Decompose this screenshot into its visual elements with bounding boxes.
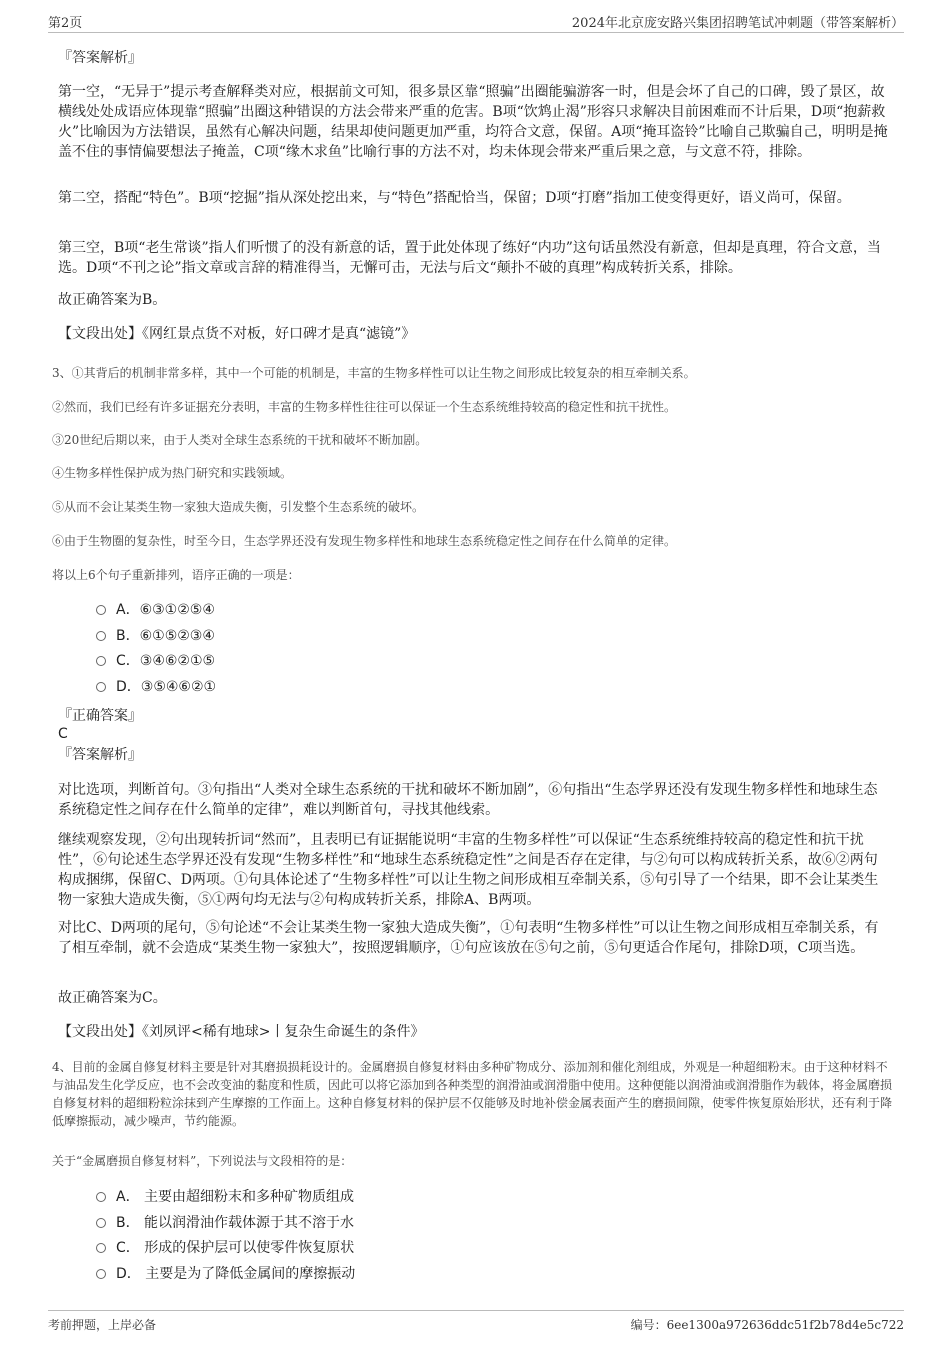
document-title: 2024年北京庞安路兴集团招聘笔试冲刺题（带答案解析） [571,16,904,31]
q3-correct-answer: C [58,726,68,742]
q3-option-c-label: C．③④⑥②①⑤ [116,653,216,669]
q4-passage: 4、目前的金属自修复材料主要是针对其磨损损耗设计的。金属磨损自修复材料由多种矿物成分、添加剂和催化剂组成，外观是一种超细粉末。由于这种材料不与油品发生化学反应，也不会改变油的黏度和性质，因此可以将它添加到各种类型的润滑油或润滑脂中使用。这种便能以润滑油或润滑脂作为载体，将金属磨损自修复材料的超细粉粒涂抹到产生摩擦的工作面上。这种自修复材料的保护层不仅能够及时地补偿金属表面产生的磨损间隙，使零件恢复原始形状，还有利于降低摩擦振动，减少噪声，节约能源。 [52,1060,893,1128]
radio-icon[interactable] [96,656,106,666]
q3-sentence-3: ③20世纪后期以来，由于人类对全球生态系统的干扰和破坏不断加剧。 [52,433,428,447]
q3-option-d[interactable] [96,677,216,697]
radio-icon[interactable] [96,1243,106,1253]
q3-option-b[interactable] [96,626,215,646]
radio-icon[interactable] [96,631,106,641]
q3-sentence-4: ④生物多样性保护成为热门研究和实践领域。 [52,466,293,480]
q4-option-b-label: B． 能以润滑油作载体源于其不溶于水 [116,1215,355,1231]
q2-analysis-p2: 第二空，搭配“特色”。B项“挖掘”指从深处挖出来，与“特色”搭配恰当，保留；D项“打磨”指加工使变得更好，语义尚可，保留。 [58,190,851,206]
q3-option-a-label: A．⑥③①②⑤④ [116,602,215,618]
q3-sentence-6: ⑥由于生物圈的复杂性，时至今日，生态学界还没有发现生物多样性和地球生态系统稳定性之间存在什么简单的定律。 [52,534,677,548]
radio-icon[interactable] [96,1192,106,1202]
radio-icon[interactable] [96,682,106,692]
q3-option-b-label: B．⑥①⑤②③④ [116,628,215,644]
q2-analysis-p1: 第一空，“无异于”提示考查解释类对应，根据前文可知，很多景区靠“照骗”出圈能骗游客一时，但是会坏了自己的口碑，毁了景区，故横线处处成语应体现靠“照骗”出圈这种错误的方法会带来严重的危害。B项“饮鸩止渴”形容只求解决目前困难而不计后果，D项“抱薪救火”比喻因为方法错误，虽然有心解决问题，结果却使问题更加严重，均符合文意，保留。A项“掩耳盗铃”比喻自己欺骗自己，明明是掩盖不住的事情偏要想法子掩盖，C项“缘木求鱼”比喻行事的方法不对，均未体现会带来严重后果之意，与文意不符，排除。 [58,84,888,160]
q3-analysis-p2: 继续观察发现，②句出现转折词“然而”，且表明已有证据能说明“丰富的生物多样性”可以保证“生态系统维持较高的稳定性和抗干扰性”，⑥句论述生态学界还没有发现“生物多样性”和“地球生态系统稳定性”之间是否存在定律，与②句可以构成转折关系，故⑥②两句构成捆绑，保留C、D两项。①句具体论述了“生物多样性”可以让生物之间形成相互牵制关系，⑤句引导了一个结果，即不会让某类生物一家独大造成失衡，⑤①两句均无法与②句构成转折关系，排除A、B两项。 [58,832,879,908]
q4-option-b[interactable] [96,1213,354,1233]
q2-source: 【文段出处】《网红景点货不对板，好口碑才是真“滤镜”》 [58,326,416,342]
q3-sentence-1: 3、①其背后的机制非常多样，其中一个可能的机制是，丰富的生物多样性可以让生物之间形成比较复杂的相互牵制关系。 [52,366,696,380]
q3-analysis-p3: 对比C、D两项的尾句，⑤句论述“不会让某类生物一家独大造成失衡”，①句表明“生物多样性”可以让生物之间形成相互牵制关系，有了相互牵制，就不会造成“某类生物一家独大”，按照逻辑顺序，①句应该放在⑤句之前，⑤句更适合作尾句，排除D项，C项当选。 [58,920,879,956]
q2-answer-summary: 故正确答案为B。 [58,292,167,308]
q3-sentence-5: ⑤从而不会让某类生物一家独大造成失衡，引发整个生态系统的破坏。 [52,500,425,514]
q2-analysis-p3: 第三空，B项“老生常谈”指人们听惯了的没有新意的话，置于此处体现了练好“内功”这句话虽然没有新意，但却是真理，符合文意，当选。D项“不刊之论”指文章或言辞的精准得当，无懈可击，无法与后文“颠扑不破的真理”构成转折关系，排除。 [58,240,881,276]
q4-option-a-label: A． 主要由超细粉末和多种矿物质组成 [116,1189,355,1205]
footer-slogan: 考前押题，上岸必备 [48,1318,157,1332]
q4-option-c[interactable] [96,1238,354,1258]
q3-correct-label: 『正确答案』 [58,708,142,724]
page-number: 第2页 [48,16,83,31]
q3-option-c[interactable] [96,651,215,671]
radio-icon[interactable] [96,1218,106,1228]
q3-source: 【文段出处】《刘夙评<稀有地球>丨复杂生命诞生的条件》 [58,1024,425,1040]
page-header [48,10,904,33]
q4-stem: 关于“金属磨损自修复材料”，下列说法与文段相符的是： [52,1154,353,1168]
page-footer [48,1310,904,1333]
q3-analysis-label: 『答案解析』 [58,747,142,763]
q3-analysis-p1: 对比选项，判断首句。③句指出“人类对全球生态系统的干扰和破坏不断加剧”，⑥句指出“生态学界还没有发现生物多样性和地球生态系统稳定性之间存在什么简单的定律”，难以判断首句，寻找其他线索。 [58,782,878,818]
q3-answer-summary: 故正确答案为C。 [58,990,167,1006]
document-id: 编号：6ee1300a972636ddc51f2b78d4e5c722 [630,1318,904,1332]
q4-option-c-label: C． 形成的保护层可以使零件恢复原状 [116,1240,355,1256]
radio-icon[interactable] [96,605,106,615]
q3-option-a[interactable] [96,600,215,620]
q2-analysis-label: 『答案解析』 [58,50,142,66]
q4-option-a[interactable] [96,1187,354,1207]
q4-option-d-label: D． 主要是为了降低金属间的摩擦振动 [116,1266,356,1282]
q3-stem: 将以上6个句子重新排列，语序正确的一项是： [52,568,300,582]
q3-sentence-2: ②然而，我们已经有许多证据充分表明，丰富的生物多样性往往可以保证一个生态系统维持较高的稳定性和抗干扰性。 [52,400,677,414]
radio-icon[interactable] [96,1269,106,1279]
q3-option-d-label: D．③⑤④⑥②① [116,679,217,695]
q4-option-d[interactable] [96,1264,355,1284]
